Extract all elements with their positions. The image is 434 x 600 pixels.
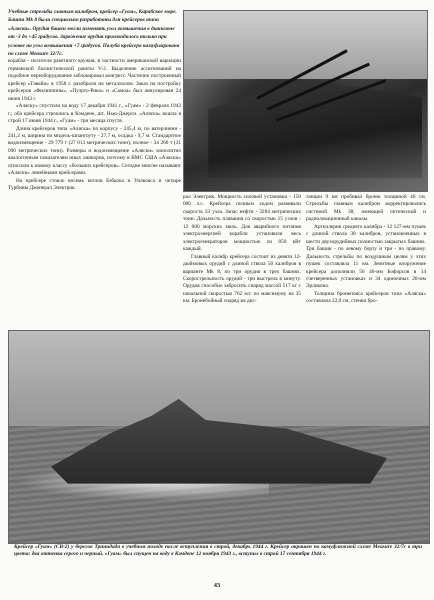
- paragraph: рал Электрик. Мощность силовой установки - 150 000 л.с. Крейсера полным ходом развивали скорость 33 узла. Запас нефти - 3284 метрических тонн. Дальность плавания со скоростью 15 узлов - 12 000 морских миль. Для аварийного питания электроэнергией корабли установили весь электрогенераторов мощностью по 850 кВт каждый.: [183, 194, 301, 253]
- paragraph: «Аляску» спустили на воду 17 декабря 1941 г., «Гуам» - 2 февраля 1942 г.; оба крейсера строились в Кэмдене, шт. Нью-Джерси. «Аляска» вошла в строй 17 июня 1944 г., «Гуам» - три месяца спустя.: [8, 103, 181, 125]
- photo-hull: [208, 79, 422, 178]
- paragraph: Толщина бронепояса крейсеров типа «Аляска» составляла 22,9 см, стенки бро-: [306, 290, 426, 305]
- paragraph: корабля - носителя ракетного оружия, в частности американской вариации германской баллистической ракеты V-2. Выделение ассигнований на подобное переоборудование заблокировал конгресс. Частично построенный крейсер «Гавайи» в 1958 г. разобрали на металлолом. Заказ на постройку крейсеров «Филиппины», «Пуэрто-Рико» и «Самоа» был аннулирован 24 июня 1943 г.: [8, 58, 181, 102]
- column-left: [8, 8, 181, 328]
- lead-photo-caption: Учебные стрельбы главным калибром, крейсер «Гуам», Карибское море. Башни Mk 8 были специально разработаны для крейсеров типа «Аляска». Орудия башен могли изменять угол возвышения в диапазоне от -3 до +45 градусов. Заряжение орудия производилось только при угловое на угол возвышения +7 градусов. Палуба крейсера камуфлирована по схеме Measure 32/7c.: [8, 9, 180, 58]
- page-number: 43: [213, 582, 221, 589]
- paragraph: Артиллерия среднего калибра - 12 127-мм пушек с длиной ствола 38 калибров, установленных в шести двухорудийных полностью закрытых башнях. Три башни - по левому борту и три - по правому. Дальность стрельбы по воздушным целям у этих пушек составляла 11 км. Зенитные вооружение крейсера дополняли 56 40-мм Бофорсов в 14 счетверенных установках и 34 одиночных 20-мм Эрликона.: [306, 223, 426, 290]
- paragraph: танции 9 км пробивал броню толщиной 46 см. Стрельбы главным калибром корректировались системой Mk 38, имеющей оптический и радиолокационный каналы.: [306, 194, 426, 223]
- photo-cruiser-guam: [8, 330, 430, 544]
- paragraph: Длина крейсеров типа «Аляска» по корпусу - 245,4 м, по ватерлинии - 241,2 м, ширина по мидель-шпангоуту - 27,7 м, осадка - 9,7 м. Стандартное водоизмещение - 29 779 т (27 013 метрических тонн), полное - 34 260 т (31 090 метрических тонн). Размеры и водоизмещение «Аляски» монолитно аналогичным показателям иных линкоров, поэтому в ВМС США «Аляски» относили к новому классу «больших крейсеров». Сегодня многие называют «Аляски» линейными крейсерами.: [8, 125, 181, 177]
- photo-main-guns: [183, 10, 428, 192]
- photo-sky: [184, 11, 427, 79]
- paragraph: На крейсере стояло восемь котлов Бэбкока и Уилкокса и четыре Турбины Дженерал Электрик.: [8, 177, 181, 192]
- column-right: [306, 194, 426, 328]
- photo-caption: Крейсер «Гуам» (CB-2) у берегов Тринидада в учебном походе после вступления в строй, декабрь 1944 г. Крейсер окрашен по камуфляжной схеме Measure 32/7c в три цвета: два оттенка серого и черный. «Гуам» был спущен на воду в Кэмдене 12 ноября 1943 г., вступил в строй 17 сентября 1944 г.: [14, 544, 422, 558]
- paragraph: Главный калибр крейсера состоит из девяти 12-дюймовых орудий с длиной ствола 50 калибров в варианте Mk 8, по три орудия в трех башнях. Скорострельность орудий - три выстрела в минуту. Орудия способно забросить снаряд массой 517 кг с начальной скоростью 762 м/с по максимуму на 35 км. Бронебойный снаряд на дис-: [183, 253, 301, 305]
- column-middle: [183, 194, 301, 328]
